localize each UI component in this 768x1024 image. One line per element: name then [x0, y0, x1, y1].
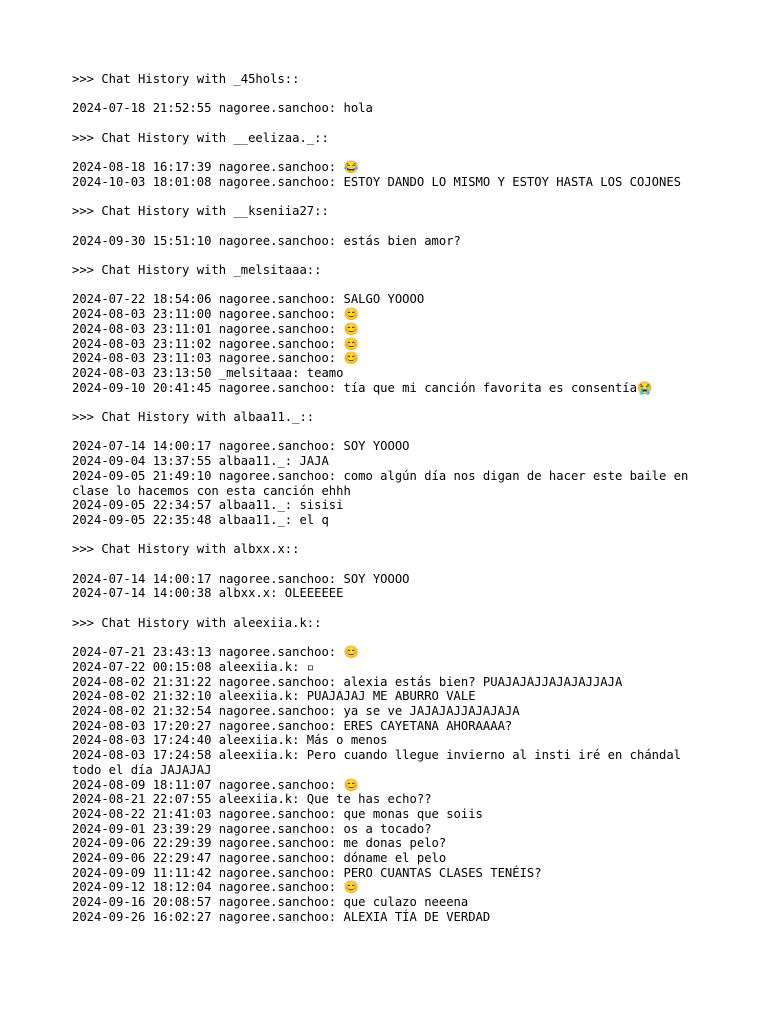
chat-message-line: 2024-09-06 22:29:47 nagoree.sanchoo: dóname el pelo [72, 851, 447, 866]
chat-message-line: 2024-09-05 22:34:57 albaa11._: sisisi [72, 498, 344, 513]
chat-section-header: >>> Chat History with aleexiia.k:: [72, 615, 322, 630]
chat-message-line: 2024-09-16 20:08:57 nagoree.sanchoo: que culazo neeena [72, 895, 469, 910]
chat-message-line: 2024-08-21 22:07:55 aleexiia.k: Que te has echo?? [72, 792, 432, 807]
chat-section-messages [72, 160, 702, 189]
chat-section-messages [72, 292, 702, 395]
chat-section-header: >>> Chat History with _45hols:: [72, 72, 300, 86]
chat-message-line: 2024-07-14 14:00:38 albxx.x: OLEEEEEE [72, 586, 344, 601]
chat-message-line: 2024-09-04 13:37:55 albaa11._: JAJA [72, 454, 329, 469]
chat-section-header: >>> Chat History with __eelizaa._:: [72, 130, 329, 145]
chat-message-line: 2024-08-02 21:32:54 nagoree.sanchoo: ya se ve JAJAJAJJAJAJAJA [72, 704, 520, 719]
chat-section-messages [72, 234, 702, 249]
chat-message-line: 2024-07-14 14:00:17 nagoree.sanchoo: SOY YOOOO [72, 571, 410, 586]
chat-section-messages [72, 645, 702, 924]
chat-message-line: 2024-08-03 17:20:27 nagoree.sanchoo: ERES CAYETANA AHORAAAA? [72, 718, 513, 733]
chat-message-line: 2024-08-03 23:13:50 _melsitaaa: teamo [72, 365, 344, 380]
chat-section-header: >>> Chat History with _melsitaaa:: [72, 263, 322, 278]
chat-history-document [72, 72, 702, 939]
chat-section-messages [72, 572, 702, 601]
chat-section-header: >>> Chat History with albxx.x:: [72, 542, 300, 557]
chat-message-line: 2024-09-30 15:51:10 nagoree.sanchoo: estás bien amor? [72, 233, 461, 248]
chat-message-line: 2024-09-05 22:35:48 albaa11._: el q [72, 512, 329, 527]
chat-message-line: 2024-09-09 11:11:42 nagoree.sanchoo: PERO CUANTAS CLASES TENÉIS? [72, 865, 542, 880]
chat-message-line: 2024-08-03 23:11:00 nagoree.sanchoo: 😊 [72, 307, 359, 322]
chat-message-line: 2024-09-10 20:41:45 nagoree.sanchoo: tía que mi canción favorita es consentía😭 [72, 380, 653, 395]
chat-message-line: 2024-09-12 18:12:04 nagoree.sanchoo: 😊 [72, 880, 359, 895]
chat-message-line: 2024-07-22 00:15:08 aleexiia.k: ▫ [72, 659, 315, 674]
chat-message-line: 2024-09-26 16:02:27 nagoree.sanchoo: ALEXIA TÍA DE VERDAD [72, 909, 491, 924]
chat-message-line: 2024-08-18 16:17:39 nagoree.sanchoo: 😂 [72, 160, 359, 175]
chat-message-line: 2024-09-06 22:29:39 nagoree.sanchoo: me donas pelo? [72, 836, 447, 851]
chat-message-line: 2024-08-03 17:24:58 aleexiia.k: Pero cuando llegue invierno al insti iré en chándal todo el día JAJAJAJ [72, 748, 689, 777]
chat-message-line: 2024-09-01 23:39:29 nagoree.sanchoo: os a tocado? [72, 821, 432, 836]
chat-message-line: 2024-10-03 18:01:08 nagoree.sanchoo: ESTOY DANDO LO MISMO Y ESTOY HASTA LOS COJONES [72, 174, 682, 189]
chat-message-line: 2024-09-05 21:49:10 nagoree.sanchoo: como algún día nos digan de hacer este baile en clase lo hacemos con esta canción ehhh [72, 468, 696, 498]
chat-message-line: 2024-07-18 21:52:55 nagoree.sanchoo: hola [72, 101, 373, 116]
chat-message-line: 2024-07-14 14:00:17 nagoree.sanchoo: SOY YOOOO [72, 439, 410, 454]
chat-section-messages [72, 101, 702, 116]
chat-message-line: 2024-08-03 23:11:02 nagoree.sanchoo: 😊 [72, 336, 359, 351]
chat-section-header: >>> Chat History with __kseniia27:: [72, 204, 329, 219]
chat-message-line: 2024-08-03 23:11:01 nagoree.sanchoo: 😊 [72, 321, 359, 336]
chat-section-messages [72, 439, 702, 527]
chat-message-line: 2024-08-22 21:41:03 nagoree.sanchoo: que monas que soiis [72, 806, 483, 821]
chat-message-line: 2024-07-21 23:43:13 nagoree.sanchoo: 😊 [72, 645, 359, 660]
chat-message-line: 2024-07-22 18:54:06 nagoree.sanchoo: SALGO YOOOO [72, 292, 425, 307]
chat-message-line: 2024-08-09 18:11:07 nagoree.sanchoo: 😊 [72, 777, 359, 792]
chat-message-line: 2024-08-03 17:24:40 aleexiia.k: Más o menos [72, 733, 388, 748]
chat-message-line: 2024-08-02 21:32:10 aleexiia.k: PUAJAJAJ ME ABURRO VALE [72, 689, 476, 704]
chat-message-line: 2024-08-03 23:11:03 nagoree.sanchoo: 😊 [72, 351, 359, 366]
chat-section-header: >>> Chat History with albaa11._:: [72, 410, 315, 425]
chat-message-line: 2024-08-02 21:31:22 nagoree.sanchoo: alexia estás bien? PUAJAJAJJAJAJAJJAJA [72, 674, 623, 689]
